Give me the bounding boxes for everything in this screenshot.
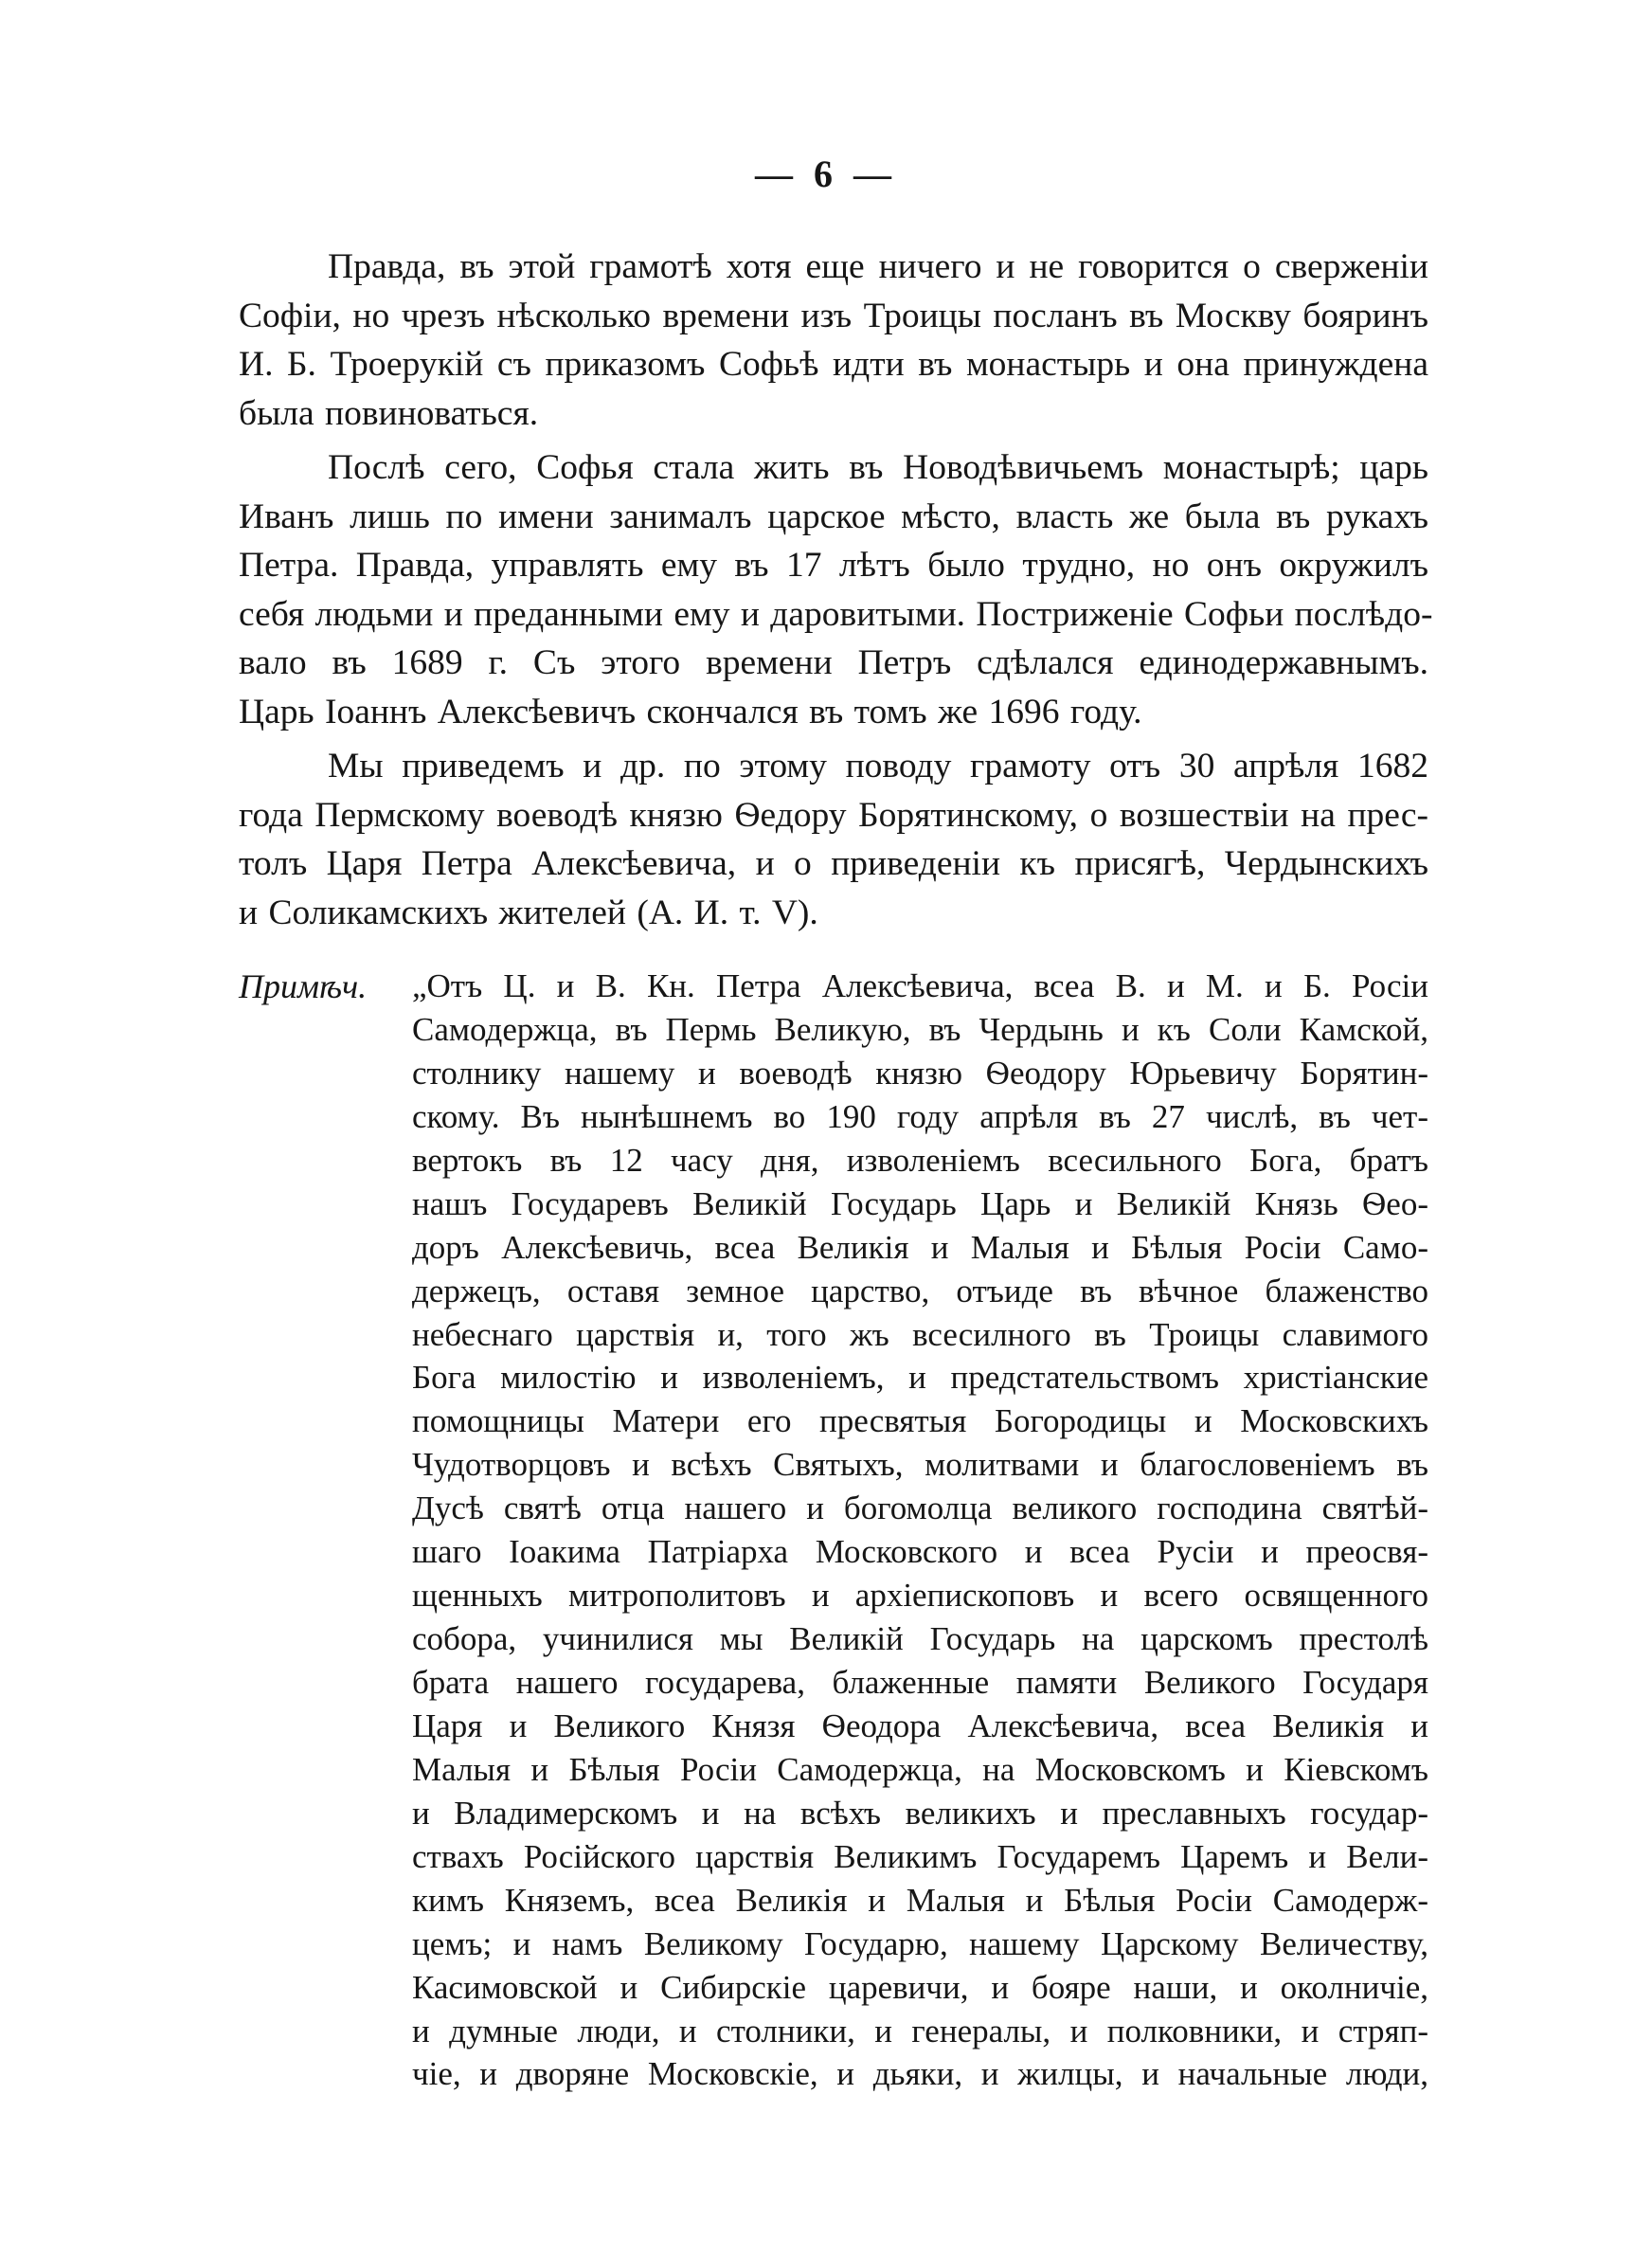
text-line: и Соликамскихъ жителей (А. И. т. V).	[239, 893, 818, 932]
text-line: толъ Царя Петра Алексѣевича, и о приведеніи къ присягѣ, Чердынскихъ	[239, 844, 1428, 883]
note-line: держецъ, оставя земное царство, отъиде въ вѣчное блаженство	[412, 1272, 1428, 1309]
note-line: помощницы Матери его пресвятыя Богородицы и Московскихъ	[412, 1402, 1428, 1440]
text-line: вало въ 1689 г. Съ этого времени Петръ сдѣлался единодержавнымъ.	[239, 643, 1428, 682]
note-line: чіе, и дворяне Московскіе, и дьяки, и жилцы, и начальные люди,	[412, 2055, 1428, 2093]
note-line: нашъ Государевъ Великій Государь Царь и Великій Князь Ѳео-	[412, 1184, 1428, 1222]
note-line: „Отъ Ц. и В. Кн. Петра Алексѣевича, всеа В. и М. и Б. Росіи	[412, 967, 1428, 1004]
note-line: Царя и Великого Князя Ѳеодора Алексѣевича, всеа Великія и	[412, 1706, 1428, 1744]
note-label: Примѣч.	[239, 967, 368, 1005]
note-line: кимъ Княземъ, всеа Великія и Малыя и Бѣлыя Росіи Самодерж-	[412, 1881, 1428, 1919]
note-line: скому. Въ нынѣшнемъ во 190 году апрѣля въ 27 числѣ, въ чет-	[412, 1097, 1428, 1135]
text-line: Софіи, но чрезъ нѣсколько времени изъ Троицы посланъ въ Москву бояринъ	[239, 296, 1428, 335]
note-line: брата нашего государева, блаженные памяти Великого Государя	[412, 1664, 1428, 1701]
note-line: Чудотворцовъ и всѣхъ Святыхъ, молитвами и благословеніемъ въ	[412, 1446, 1428, 1484]
note-line: собора, учинилися мы Великій Государь на царскомъ престолѣ	[412, 1620, 1428, 1658]
text-line: Иванъ лишь по имени занималъ царское мѣсто, власть же была въ рукахъ	[239, 497, 1428, 536]
paragraph	[239, 443, 1433, 736]
note-line: доръ Алексѣевичь, всеа Великія и Малыя и Бѣлыя Росіи Само-	[412, 1228, 1428, 1266]
text-line: Мы приведемъ и др. по этому поводу грамоту отъ 30 апрѣля 1682	[328, 747, 1428, 785]
text-line: Правда, въ этой грамотѣ хотя еще ничего и не говорится о сверженіи	[328, 247, 1428, 286]
note-line: и Владимерскомъ и на всѣхъ великихъ и преславныхъ государ-	[412, 1794, 1428, 1832]
note-line: столнику нашему и воеводѣ князю Ѳеодору Юрьевичу Борятин-	[412, 1054, 1428, 1092]
note-line: шаго Іоакима Патріарха Московского и всеа Русіи и преосвя-	[412, 1533, 1428, 1571]
text-line: И. Б. Троерукій съ приказомъ Софьѣ идти въ монастырь и она принуждена	[239, 345, 1428, 384]
note-line: небеснаго царствія и, того жъ всесилного въ Троицы славимого	[412, 1315, 1428, 1353]
note-line: Бога милостію и изволеніемъ, и предстательствомъ христіанские	[412, 1359, 1428, 1397]
page-number: — 6 —	[755, 153, 897, 195]
note-line: цемъ; и намъ Великому Государю, нашему Царскому Величеству,	[412, 1924, 1428, 1962]
paragraph	[239, 742, 1428, 937]
note-line: Касимовской и Сибирскіе царевичи, и бояре наши, и околничіе,	[412, 1968, 1428, 2006]
note-line: Малыя и Бѣлыя Росіи Самодержца, на Московскомъ и Кіевскомъ	[412, 1750, 1428, 1788]
main-text	[239, 243, 1433, 943]
paragraph	[239, 243, 1428, 438]
note-line: ствахъ Російского царствія Великимъ Государемъ Царемъ и Вели-	[412, 1837, 1428, 1875]
text-line: Царь Іоаннъ Алексѣевичъ скончался въ томъ же 1696 году.	[239, 692, 1142, 731]
text-line: себя людьми и преданными ему и даровитыми. Постриженіе Софьи послѣдо-	[239, 594, 1433, 634]
text-line: была повиноваться.	[239, 393, 539, 433]
note-line: щенныхъ митрополитовъ и архіепископовъ и всего освященного	[412, 1577, 1428, 1615]
note-line: и думные люди, и столники, и генералы, и полковники, и стряп-	[412, 2012, 1428, 2049]
text-line: Послѣ сего, Софья стала жить въ Новодѣвичьемъ монастырѣ; царь	[328, 448, 1428, 487]
text-line: Петра. Правда, управлять ему въ 17 лѣтъ было трудно, но онъ окружилъ	[239, 546, 1428, 585]
note-line: Самодержца, въ Пермь Великую, въ Чердынь и къ Соли Камской,	[412, 1010, 1428, 1048]
text-line: года Пермскому воеводѣ князю Ѳедору Борятинскому, о возшествіи на прес-	[239, 795, 1428, 835]
note-line: вертокъ въ 12 часу дня, изволеніемъ всесильного Бога, братъ	[412, 1141, 1428, 1179]
note-text	[412, 965, 1428, 2096]
note-line: Дусѣ святѣ отца нашего и богомолца великого господина святѣй-	[412, 1490, 1428, 1527]
